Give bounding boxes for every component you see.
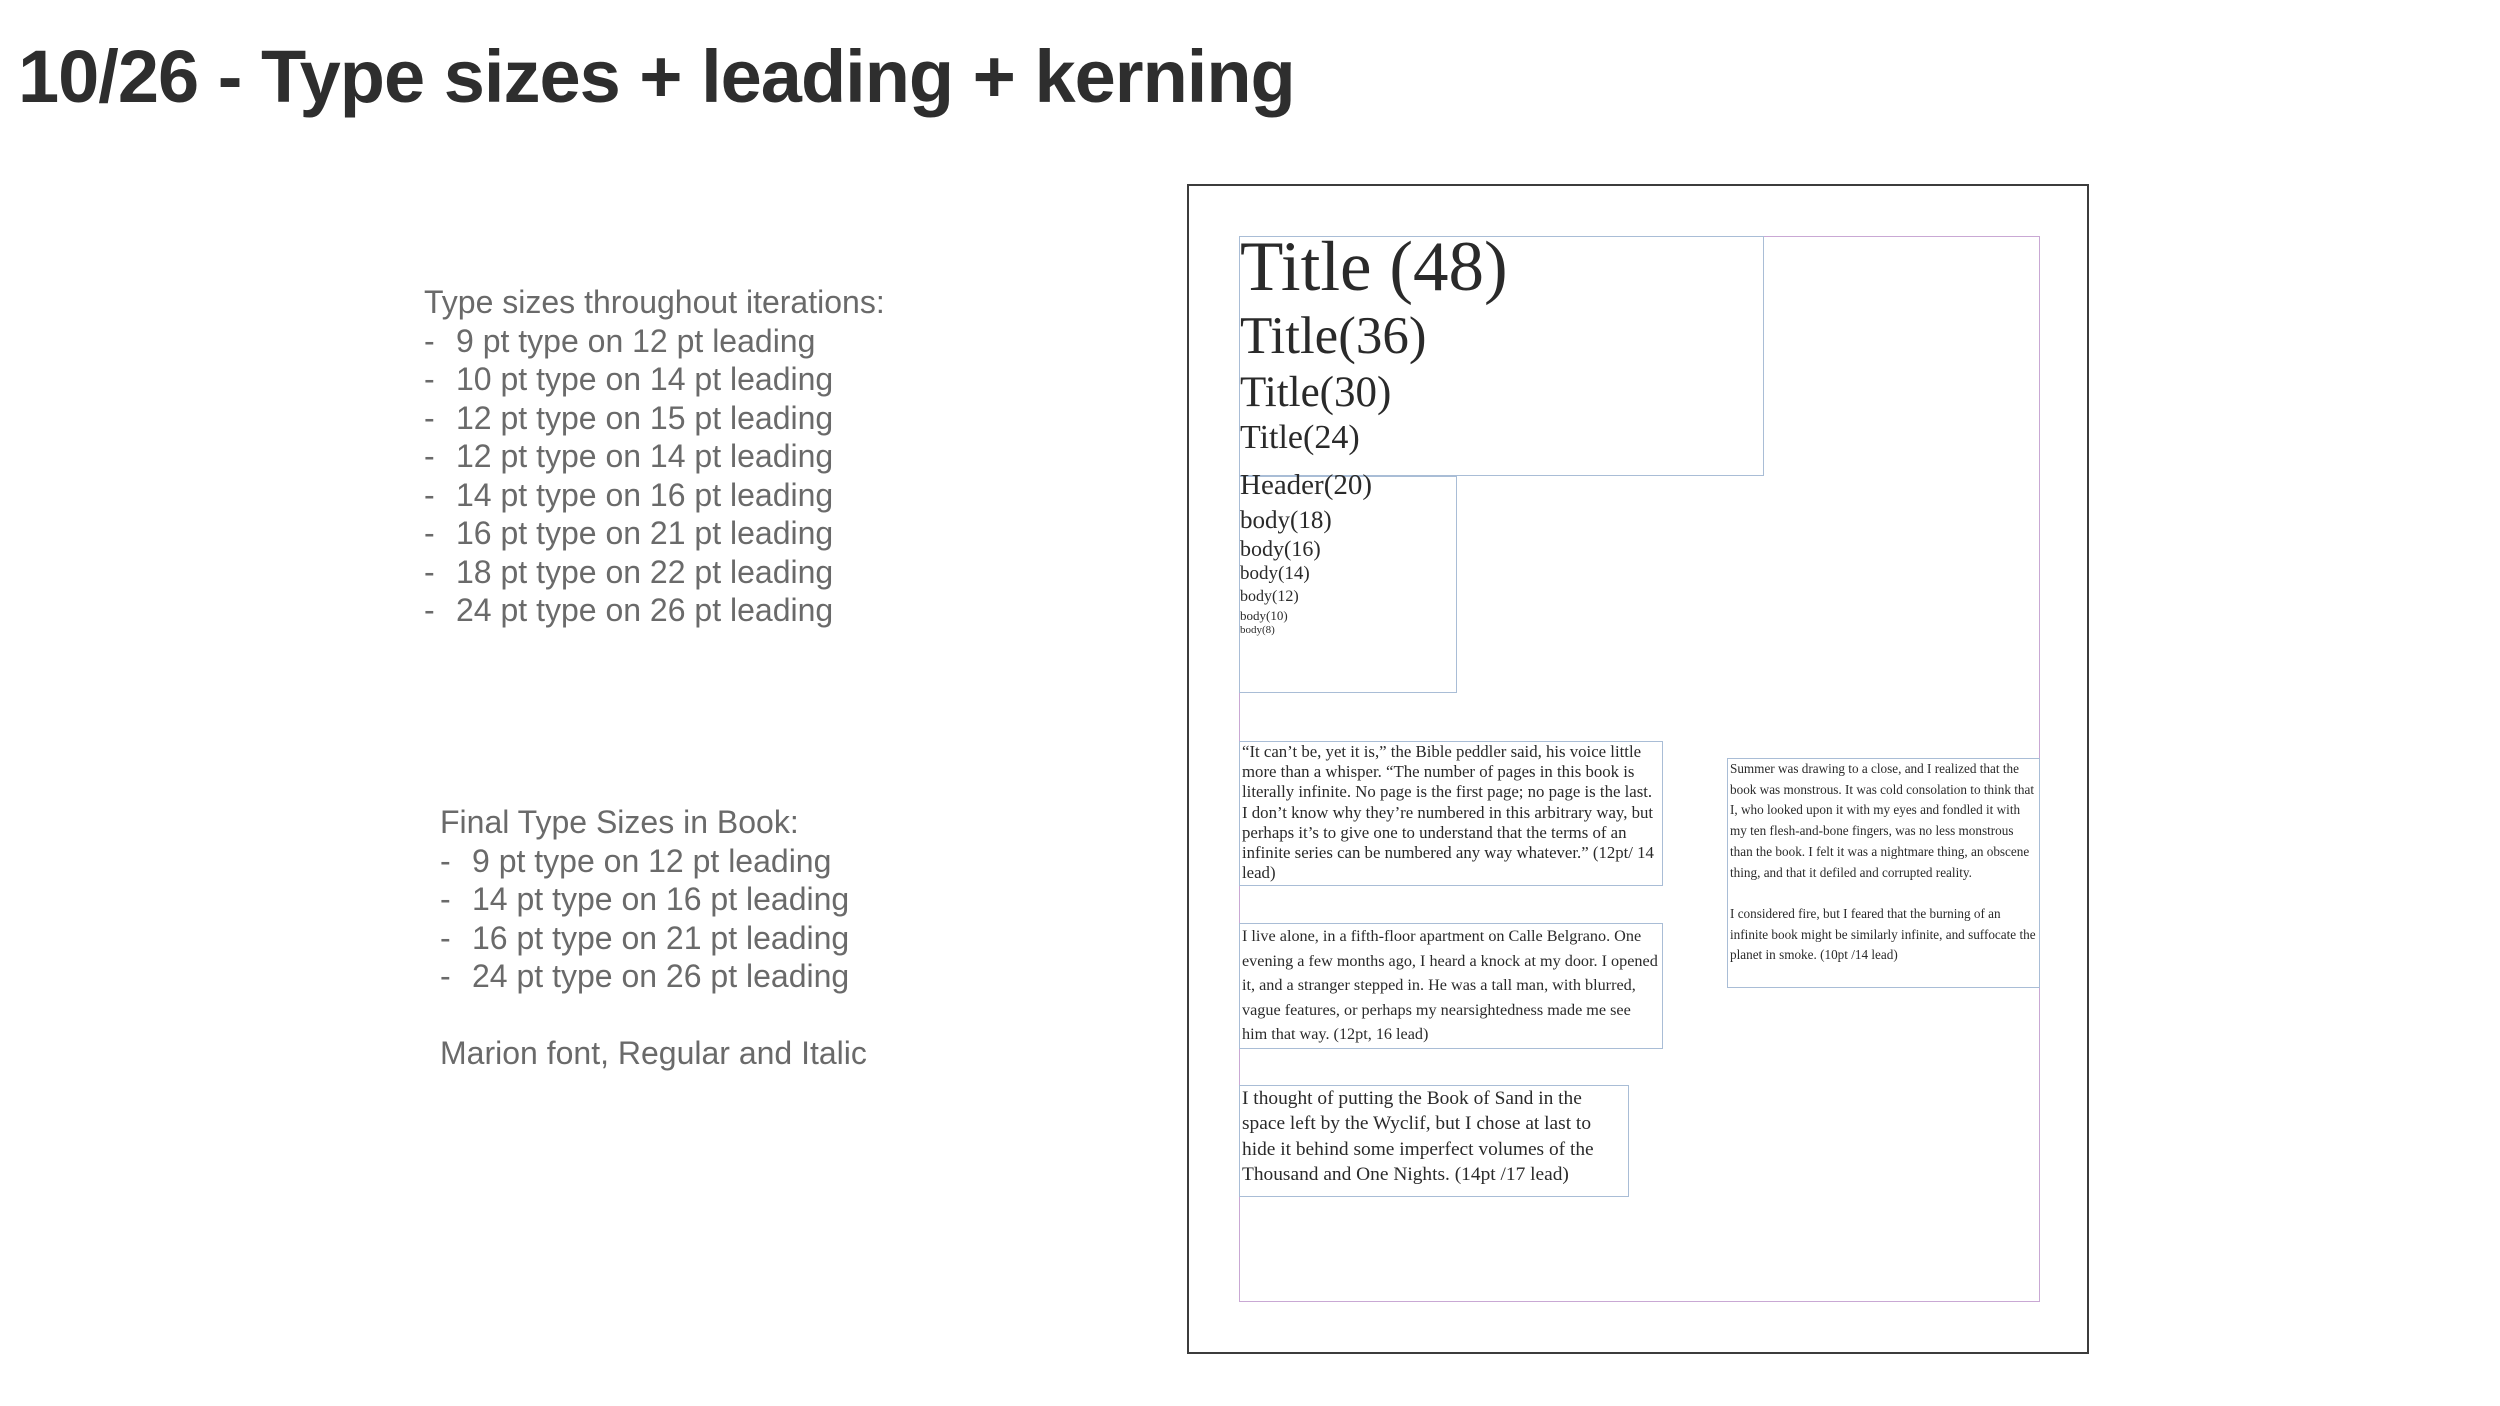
paragraph-text: “It can’t be, yet it is,” the Bible peddler said, his voice little more than a whisper. “The number of pages in this book is literally infinite. No page is the first page; no page is the last. I don’t know why they’re numbered in this arbitrary way, but perhaps it’s to give one to understand that the terms of an infinite series can be numbered any way whatever.” (12pt/ 14 lead) (1242, 742, 1654, 883)
title-48-sample: Title (48) (1240, 228, 1508, 306)
title-24-sample: Title(24) (1240, 419, 1360, 456)
list-item: - 18 pt type on 22 pt leading (424, 553, 834, 590)
title-30-sample: Title(30) (1240, 369, 1392, 416)
header-20-sample: Header(20) (1240, 469, 1373, 501)
list-item: - 9 pt type on 12 pt leading (424, 322, 816, 359)
body-14-sample: body(14) (1240, 563, 1310, 584)
paragraph-14pt-17-lead (1239, 1085, 1629, 1197)
list-item: - 16 pt type on 21 pt leading (440, 919, 850, 956)
title-36-sample: Title(36) (1240, 307, 1427, 365)
slide-title: 10/26 - Type sizes + leading + kerning (18, 35, 1295, 118)
paragraph-12pt-14-lead (1239, 741, 1663, 886)
list-item: - 14 pt type on 16 pt leading (440, 881, 850, 917)
list-item: - 9 pt type on 12 pt leading (440, 842, 832, 879)
body-18-sample: body(18) (1240, 507, 1332, 534)
body-8-sample: body(8) (1240, 624, 1275, 636)
body-12-sample: body(12) (1240, 588, 1299, 605)
iterations-heading: Type sizes throughout iterations: (424, 284, 885, 320)
paragraph-10pt-14-lead (1727, 758, 2040, 988)
body-10-sample: body(10) (1240, 608, 1288, 623)
paragraph-text: Summer was drawing to a close, and I realized that the book was monstrous. It was cold consolation to think that I, who looked upon it with my eyes and fondled it with my ten flesh-and-bone fingers, was no less monstrous than the book. I felt it was a nightmare thing, an obscene thing, and that it defiled and corrupted reality. (1730, 761, 2035, 880)
list-item: - 14 pt type on 16 pt leading (424, 476, 834, 513)
paragraph-text: I thought of putting the Book of Sand in the space left by the Wyclif, but I chose at last to hide it behind some imperfect volumes of the Thousand and One Nights. (14pt /17 lead) (1242, 1088, 1594, 1186)
paragraph-12pt-16-lead (1239, 923, 1663, 1049)
final-notes (440, 803, 867, 1072)
final-heading: Final Type Sizes in Book: (440, 804, 799, 840)
list-item: - 12 pt type on 14 pt leading (424, 438, 834, 474)
list-item: - 10 pt type on 14 pt leading (424, 361, 834, 397)
paragraph-text: I live alone, in a fifth-floor apartment on Calle Belgrano. One evening a few months ago, I heard a knock at my door. I opened it, and a stranger stepped in. He was a tall man, with blurred, vague features, or perhaps my nearsightedness made me see him that way. (12pt, 16 lead) (1242, 927, 1658, 1043)
iterations-notes (424, 283, 885, 630)
font-note: Marion font, Regular and Italic (440, 1034, 867, 1071)
list-item: - 12 pt type on 15 pt leading (424, 399, 834, 436)
list-item: - 24 pt type on 26 pt leading (424, 592, 834, 628)
list-item: - 16 pt type on 21 pt leading (424, 515, 834, 551)
body-16-sample: body(16) (1240, 536, 1321, 561)
list-item: - 24 pt type on 26 pt leading (440, 958, 850, 994)
paragraph-text: I considered fire, but I feared that the burning of an infinite book might be similarly infinite, and suffocate the planet in smoke. (10pt /14 lead) (1730, 905, 2036, 963)
